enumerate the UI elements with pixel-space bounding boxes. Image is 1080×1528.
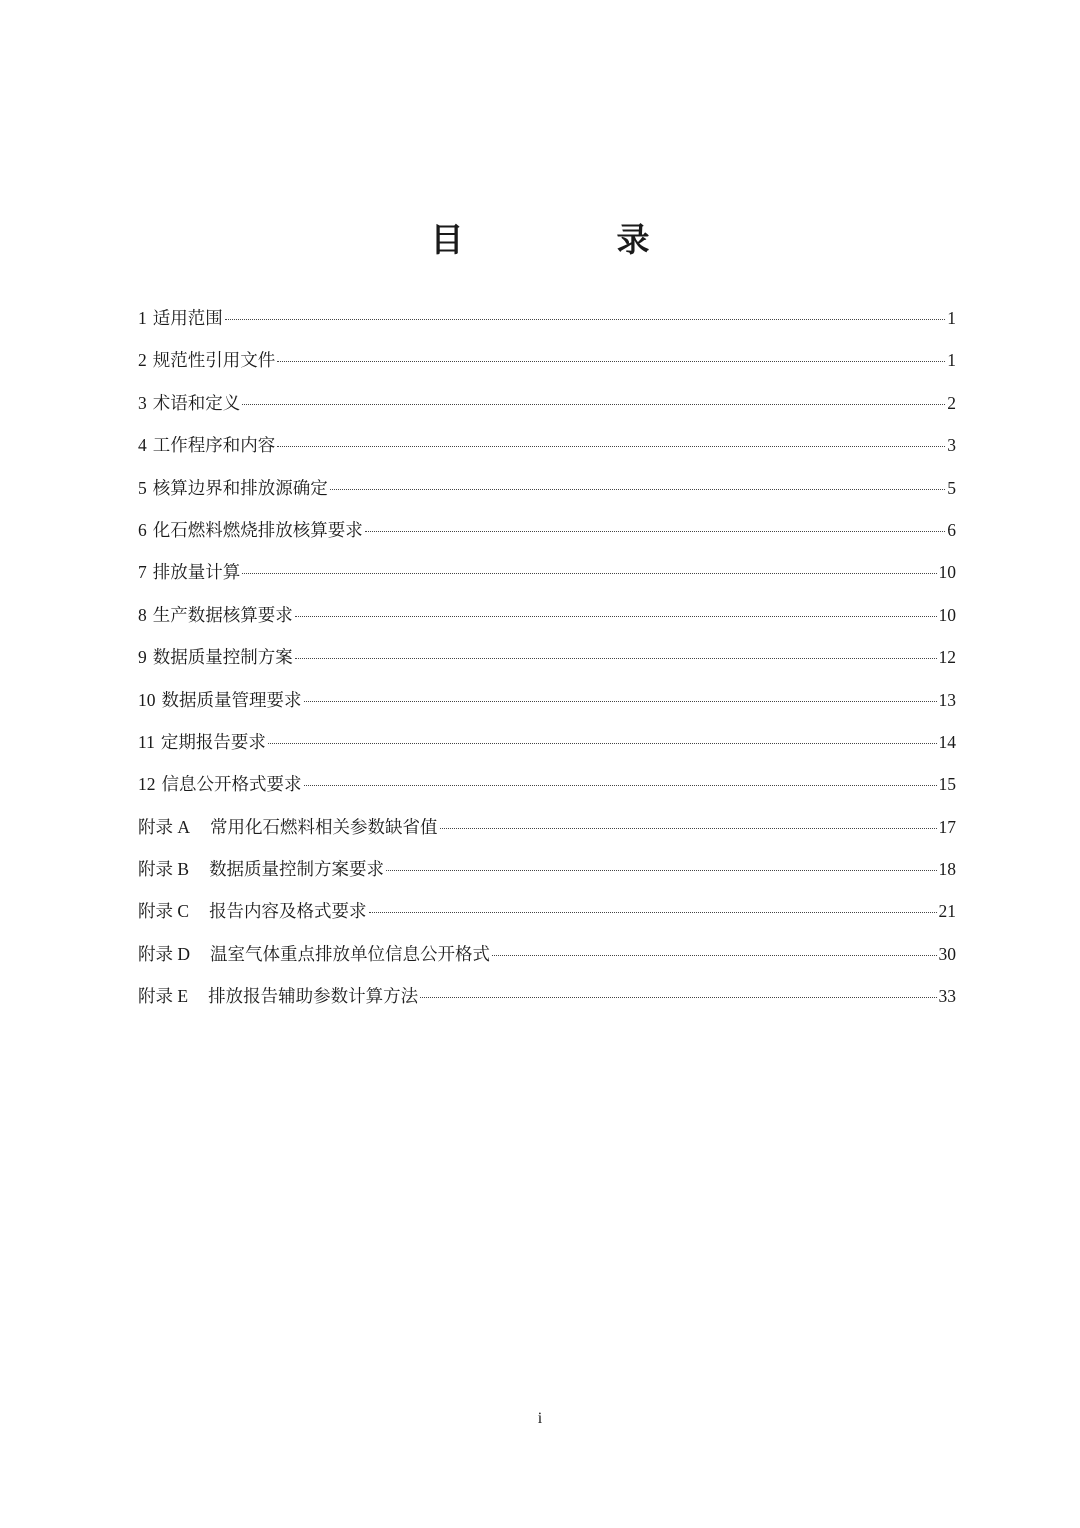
- toc-entry-page: 12: [938, 647, 956, 668]
- toc-entry-number: 7: [138, 562, 147, 583]
- toc-entry-number: 附录 D: [138, 943, 191, 964]
- toc-entry-number: 3: [138, 392, 147, 413]
- toc-entry-label: 排放报告辅助参数计算方法: [208, 987, 419, 1008]
- toc-entry-page: 30: [938, 943, 956, 964]
- toc-appendix-entry[interactable]: [138, 848, 956, 890]
- toc-entry-number: 10: [138, 689, 156, 710]
- toc-entry-number: 附录 B: [138, 859, 190, 880]
- toc-entry[interactable]: [138, 551, 956, 593]
- toc-entry-page: 17: [938, 816, 956, 837]
- toc-dot-leader: [365, 531, 946, 532]
- toc-entry-label: 排放量计算: [152, 563, 241, 584]
- toc-entry-number: 6: [138, 519, 147, 540]
- page-number: i: [537, 1410, 543, 1427]
- toc-entry-number: 4: [138, 435, 147, 456]
- toc-entry-number: 8: [138, 604, 147, 625]
- toc-entry-page: 15: [938, 774, 956, 795]
- toc-entry[interactable]: [138, 594, 956, 636]
- toc-dot-leader: [242, 404, 945, 405]
- toc-appendix-entry[interactable]: [138, 933, 956, 975]
- toc-dot-leader: [420, 997, 936, 998]
- toc-entry-label: 数据质量管理要求: [161, 690, 302, 711]
- toc-dot-leader: [369, 912, 937, 913]
- toc-entry[interactable]: [138, 297, 956, 339]
- toc-entry-number: 1: [138, 308, 147, 328]
- toc-entry[interactable]: [138, 679, 956, 721]
- toc-entry[interactable]: [138, 721, 956, 763]
- toc-dot-leader: [277, 361, 945, 362]
- toc-dot-leader: [277, 446, 945, 447]
- toc-entry-page: 14: [938, 731, 956, 752]
- toc-dot-leader: [242, 573, 936, 574]
- toc-entry-label: 温室气体重点排放单位信息公开格式: [210, 944, 491, 965]
- toc-entry-number: 附录 E: [138, 986, 189, 1007]
- toc-entry-page: 3: [947, 435, 956, 456]
- toc-entry-page: 5: [947, 477, 956, 498]
- toc-entry[interactable]: [138, 382, 956, 424]
- toc-entry-label: 数据质量控制方案要求: [209, 860, 385, 881]
- toc-entry-page: 10: [938, 604, 956, 625]
- toc-entry-page: 1: [947, 350, 956, 371]
- toc-appendix-entry[interactable]: [138, 975, 956, 1017]
- table-of-contents: [138, 297, 956, 1018]
- toc-entry-number: 5: [138, 477, 147, 498]
- toc-entry-number: 9: [138, 647, 147, 668]
- toc-entry-page: 18: [938, 859, 956, 880]
- toc-dot-leader: [225, 319, 946, 320]
- toc-entry-label: 报告内容及格式要求: [209, 902, 367, 923]
- toc-entry-page: 21: [938, 901, 956, 922]
- toc-entry-page: 33: [938, 986, 956, 1007]
- toc-entry-label: 生产数据核算要求: [152, 605, 293, 626]
- toc-entry-label: 适用范围: [152, 309, 223, 329]
- toc-dot-leader: [295, 616, 937, 617]
- toc-dot-leader: [304, 701, 937, 702]
- toc-entry[interactable]: [138, 763, 956, 805]
- toc-entry-label: 术语和定义: [152, 393, 241, 414]
- toc-dot-leader: [386, 870, 936, 871]
- toc-entry[interactable]: [138, 424, 956, 466]
- toc-entry-label: 工作程序和内容: [152, 436, 276, 457]
- toc-entry-number: 11: [138, 731, 155, 752]
- toc-entry-label: 常用化石燃料相关参数缺省值: [210, 817, 438, 838]
- toc-entry-label: 规范性引用文件: [152, 351, 276, 372]
- toc-entry-number: 2: [138, 350, 147, 371]
- toc-appendix-entry[interactable]: [138, 806, 956, 848]
- toc-entry[interactable]: [138, 339, 956, 381]
- toc-entry-page: 1: [947, 308, 956, 328]
- toc-entry-number: 附录 C: [138, 901, 190, 922]
- toc-entry-page: 2: [947, 392, 956, 413]
- toc-entry-number: 12: [138, 774, 156, 795]
- toc-entry-label: 数据质量控制方案: [152, 648, 293, 669]
- toc-appendix-entry[interactable]: [138, 890, 956, 932]
- toc-entry-label: 信息公开格式要求: [161, 775, 302, 796]
- toc-dot-leader: [268, 743, 937, 744]
- page-title: 目 录: [430, 220, 710, 259]
- toc-dot-leader: [492, 955, 936, 956]
- toc-entry-page: 13: [938, 689, 956, 710]
- toc-entry-label: 化石燃料燃烧排放核算要求: [152, 520, 363, 541]
- toc-dot-leader: [330, 489, 946, 490]
- toc-entry-page: 10: [938, 562, 956, 583]
- toc-entry-label: 定期报告要求: [160, 732, 266, 753]
- toc-entry[interactable]: [138, 509, 956, 551]
- toc-entry-page: 6: [947, 519, 956, 540]
- toc-entry-label: 核算边界和排放源确定: [152, 478, 328, 499]
- toc-entry[interactable]: [138, 467, 956, 509]
- toc-dot-leader: [440, 828, 937, 829]
- toc-dot-leader: [304, 785, 937, 786]
- toc-entry[interactable]: [138, 636, 956, 678]
- toc-entry-number: 附录 A: [138, 816, 191, 837]
- toc-dot-leader: [295, 658, 937, 659]
